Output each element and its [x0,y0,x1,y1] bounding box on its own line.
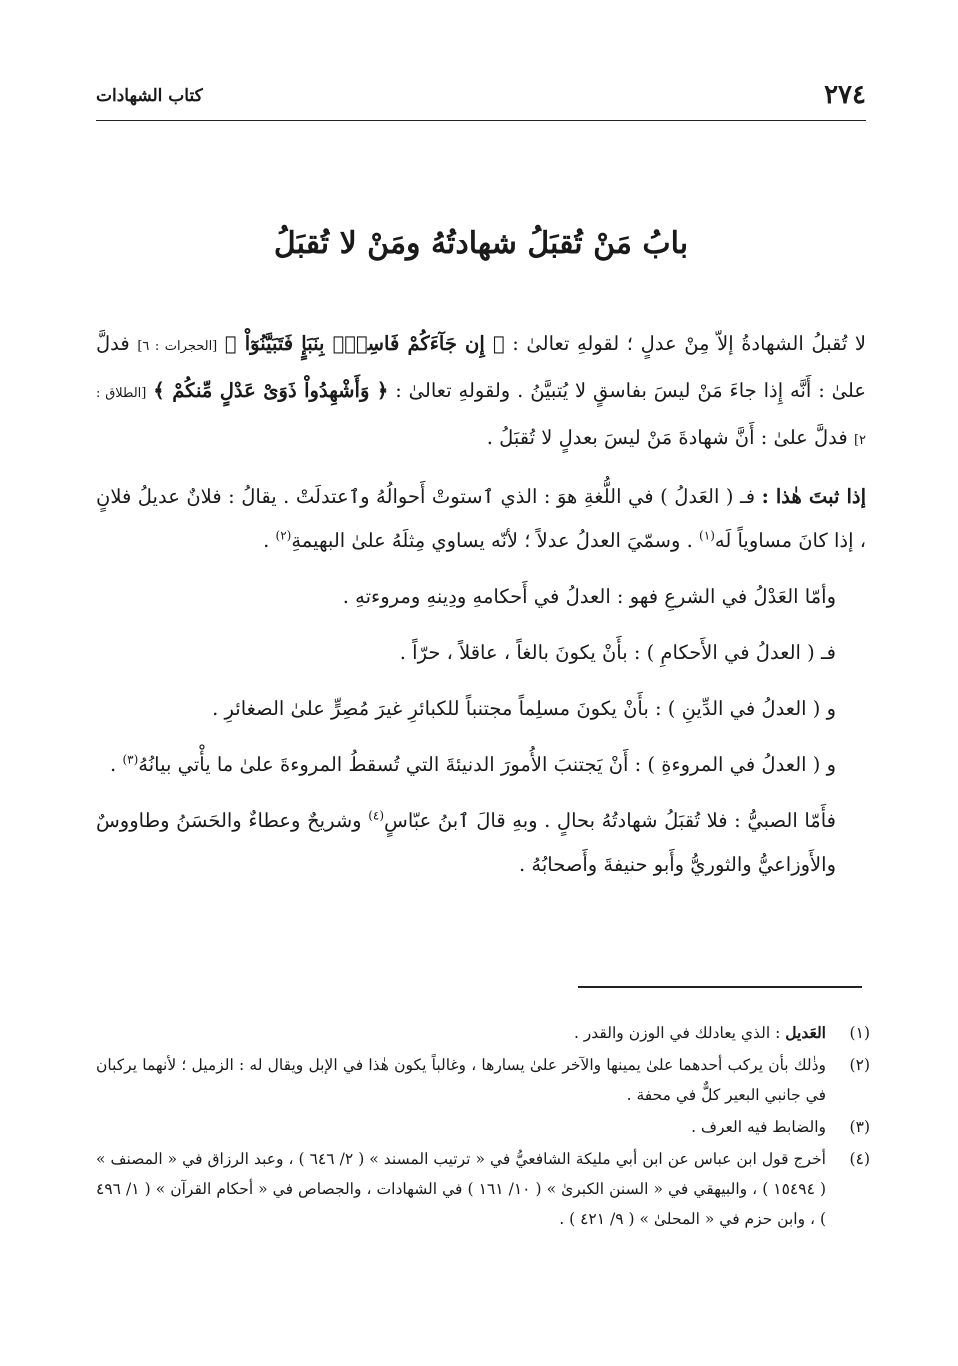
verse-reference: [الحجرات : ٦] [137,339,218,354]
quran-verse: ﴿ وَأَشْهِدُواْ ذَوَىْ عَدْلٍ مِّنكُمْ ﴾ [153,379,389,402]
footnote-number: (٣) [849,1118,870,1136]
paragraph-6 [96,743,866,787]
paragraph-5: و ( العدلُ في الدِّينِ ) : بأَنْ يكونَ مسلِماً مجتنباً للكبائرِ غيرَ مُصِرٍّ علىٰ الصغائرِ . [212,697,836,720]
footnote-marker[interactable]: (٢) [275,528,292,543]
footnote-body: : الذي يعادلك في الوزن والقدر . [573,1024,781,1042]
footnote-number: (١) [849,1024,870,1042]
paragraph-1 [96,322,866,463]
text-segment: فـ ( العَدلُ ) في اللُّغةِ هوَ : الذي ٱستوتْ أَحوالُهُ وٱعتدلَتْ . يقالُ : فلانٌ عديلُ فلانٍ ، إذا كانَ مساوياً لَه [96,485,866,552]
footnote-number: (٢) [849,1056,870,1074]
footnote-body: وذٰلك بأن يركب أحدهما علىٰ يمينها والآخر علىٰ يسارها ، وغالباً يكون هٰذا في الإبل ويقال له : الزميل ؛ لأنهما يركبان في جانبي البعير كلٌّ في محفة . [96,1056,826,1104]
verse-reference: [الطلاق : ٢] [96,386,866,448]
footnote-4 [96,1144,870,1234]
paragraph-3: وأمّا العَدْلُ في الشرعِ فهو : العدلُ في أَحكامهِ ودِينهِ ومروءتهِ . [342,585,836,608]
text-segment: وشريحٌ وعطاءٌ والحَسَنُ وطاووسٌ والأَوزاعيُّ والثوريُّ وأَبو حنيفةَ وأَصحابُهُ . [96,809,836,876]
footnote-marker[interactable]: (٣) [122,752,139,767]
page-header [96,80,866,121]
text-segment: . [263,529,270,552]
footnote-text [96,1018,826,1048]
footnote-2 [96,1050,870,1110]
main-text [96,322,866,899]
footnote-separator [578,986,862,988]
footnote-marker[interactable]: (١) [699,528,715,543]
footnote-body: أخرج قول ابن عباس عن ابن أبي مليكة الشافعيُّ في « ترتيب المسند » ( ٢/ ٦٤٦ ) ، وعبد الرزاق في « المصنف » ( ١٥٤٩٤ ) ، والبيهقي في « السنن الكبرىٰ » ( ١٠/ ١٦١ ) في الشهادات ، والجصاص في « أحكام القرآن » ( ١/ ٤٩٦ ) ، وابن حزم في « المحلىٰ » ( ٩/ ٤٢١ ) . [96,1150,827,1228]
footnotes [96,1018,870,1236]
footnote-marker[interactable]: (٤) [368,808,385,823]
footnote-number: (٤) [849,1150,870,1168]
footnote-1 [96,1018,870,1048]
chapter-title: بابُ مَنْ تُقبَلُ شهادتُهُ ومَنْ لا تُقبَلُ [273,226,689,261]
text-segment: و ( العدلُ في المروءةِ ) : أَنْ يَجتنبَ الأُمورَ الدنيئةَ التي تُسقطُ المروءةَ علىٰ ما يأْتي بيانُهُ [138,753,836,776]
page-number: ٢٧٤ [824,80,866,110]
text-segment: فدلَّ علىٰ : أَنَّ شهادةَ مَنْ ليسَ بعدلٍ لا تُقبَلُ . [486,426,848,449]
quran-verse: ﴿ إِن جَآءَكُمْ فَاسِقٌۢ بِنَبَإٍ فَتَبَيَّنُوٓاْ ﴾ [224,332,505,355]
footnote-term: العَديل [785,1023,826,1042]
paragraph-7 [96,799,866,887]
text-segment: فأَمّا الصبيُّ : فلا تُقبَلُ شهادتُهُ بحالٍ . وبهِ قالَ ٱبنُ عبّاسٍ [384,809,837,832]
running-title: كتاب الشهادات [96,86,203,106]
text-segment: لا تُقبلُ الشهادةُ إلاّ مِنْ عدلٍ ؛ لقولهِ تعالىٰ : [512,332,867,355]
footnote-body: والضابط فيه العرف . [691,1118,826,1136]
lead-phrase: إذا ثبتَ هٰذا : [761,485,866,508]
text-segment: . [110,753,117,776]
paragraph-4: فـ ( العدلُ في الأَحكامِ ) : بأَنْ يكونَ بالغاً ، عاقلاً ، حرّاً . [399,641,836,664]
paragraph-2 [96,475,866,563]
text-segment: فدلَّ علىٰ : أَنَّه إِذا جاءَ مَنْ ليسَ بفاسقٍ لا يُتبيَّنُ . ولقولهِ تعالىٰ : [96,332,867,402]
text-segment: . وسمّيَ العدلُ عدلاً ؛ لأنّه يساوي مِثلَهُ علىٰ البهيمةِ [291,529,693,552]
footnote-3 [96,1112,870,1142]
